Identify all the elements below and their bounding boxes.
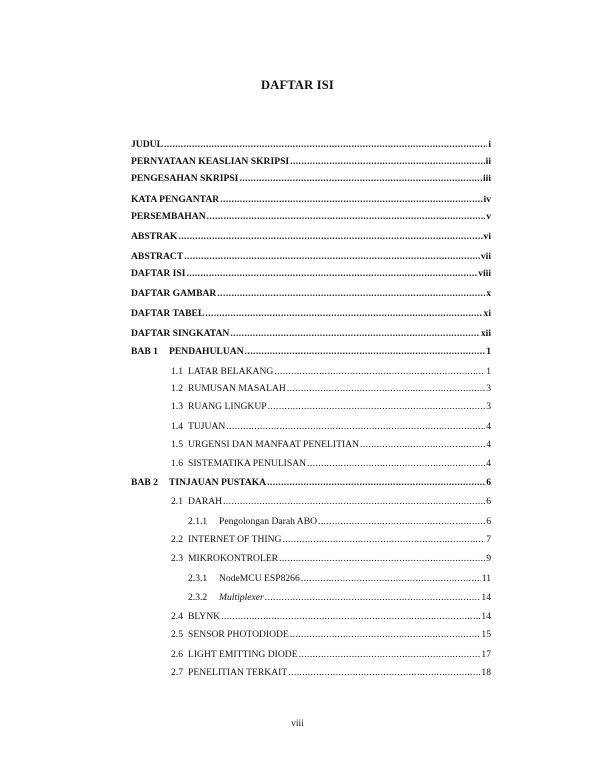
toc-chapter-entry (131, 346, 491, 358)
toc-entry-number: 2.5 (171, 629, 183, 640)
toc-entry (131, 139, 491, 151)
toc-entry (131, 288, 491, 300)
toc-entry (131, 308, 491, 320)
toc-entry-label: MIKROKONTROLER (188, 553, 279, 564)
toc-entry-page: x (486, 288, 491, 299)
toc-entry-label: TUJUAN (188, 421, 226, 432)
toc-entry-number: 2.4 (171, 611, 183, 622)
toc-entry-page: vi (483, 231, 491, 242)
toc-entry (131, 268, 491, 280)
toc-entry-label: RUMUSAN MASALAH (188, 383, 286, 394)
toc-entry-number: 1.2 (171, 383, 183, 394)
toc-entry (171, 534, 491, 546)
toc-entry (171, 366, 491, 378)
toc-entry-page: iv (483, 194, 491, 205)
toc-entry-number: 1.5 (171, 439, 183, 450)
toc-entry-label: LIGHT EMITTING DIODE (188, 649, 298, 660)
toc-entry-label: NodeMCU ESP8266 (219, 573, 300, 584)
toc-entry (171, 629, 491, 641)
page-number: viii (291, 718, 304, 729)
toc-entry-number: 1.4 (171, 421, 183, 432)
toc-entry-page: i (488, 139, 491, 150)
toc-entry-page: 17 (481, 649, 491, 660)
toc-entry-label: DAFTAR ISI (131, 268, 186, 279)
toc-entry-label: KATA PENGANTAR (131, 194, 220, 205)
toc-entry-page: 7 (486, 534, 491, 545)
toc-entry-page: 18 (481, 667, 491, 678)
toc-entry-page: ii (485, 156, 491, 167)
toc-entry-label: SENSOR PHOTODIODE (188, 629, 289, 640)
toc-entry-page: xii (480, 328, 491, 339)
toc-entry-number: 2.3.1 (188, 573, 208, 584)
toc-entry-label: DAFTAR SINGKATAN (131, 328, 230, 339)
toc-entry-label: BLYNK (188, 611, 221, 622)
toc-entry-label: PENGESAHAN SKRIPSI (131, 173, 239, 184)
toc-entry-label: ABSTRAK (131, 231, 178, 242)
toc-entry-label: PENDAHULUAN (169, 346, 244, 357)
toc-entry-label: LATAR BELAKANG (188, 366, 274, 377)
toc-entry-page: 15 (481, 629, 491, 640)
toc-entry-page: 11 (481, 573, 491, 584)
toc-entry-number: 2.1 (171, 496, 183, 507)
toc-entry-page: 9 (486, 553, 491, 564)
toc-entry (171, 496, 491, 508)
toc-entry (171, 401, 491, 413)
toc-subentry (188, 516, 491, 528)
toc-entry-number: 1.3 (171, 401, 183, 412)
toc-entry-label: SISTEMATIKA PENULISAN (188, 458, 307, 469)
toc-entry-label: PERSEMBAHAN (131, 211, 206, 222)
toc-entry (131, 194, 491, 206)
toc-entry-page: 6 (486, 496, 491, 507)
toc-entry (171, 649, 491, 661)
toc-entry-page: 4 (486, 421, 491, 432)
toc-entry-number: 1.6 (171, 458, 183, 469)
toc-entry-page: iii (483, 173, 491, 184)
toc-entry-label: Multiplexer (219, 592, 264, 603)
toc-entry-page: 4 (486, 439, 491, 450)
toc-entry-label: DAFTAR TABEL (131, 308, 205, 319)
toc-entry-number: 2.3 (171, 553, 183, 564)
toc-entry (171, 421, 491, 433)
toc-entry-number: 2.7 (171, 667, 183, 678)
toc-entry-page: 14 (481, 611, 491, 622)
toc-entry-label: PERNYATAAN KEASLIAN SKRIPSI (131, 156, 290, 167)
toc-subentry (188, 592, 491, 604)
toc-entry-number: BAB 2 (131, 477, 158, 488)
toc-entry-page: xi (483, 308, 491, 319)
toc-entry-label: JUDUL (131, 139, 163, 150)
toc-entry-page: v (486, 211, 491, 222)
toc-entry-number: 1.1 (171, 366, 183, 377)
toc-entry (131, 211, 491, 223)
page-title: DAFTAR ISI (261, 78, 334, 92)
toc-entry-page: 14 (481, 592, 491, 603)
toc-entry-label: RUANG LINGKUP (188, 401, 267, 412)
toc-entry-label: DAFTAR GAMBAR (131, 288, 217, 299)
toc-entry-page: 3 (486, 383, 491, 394)
toc-entry-page: vii (480, 251, 491, 262)
toc-entry (171, 611, 491, 623)
toc-entry-number: 2.6 (171, 649, 183, 660)
toc-entry-page: 3 (486, 401, 491, 412)
toc-entry (171, 383, 491, 395)
toc-entry-number: 2.1.1 (188, 516, 208, 527)
toc-entry-page: 1 (486, 346, 491, 357)
toc-entry-label: PENELITIAN TERKAIT (188, 667, 288, 678)
toc-entry-label: DARAH (188, 496, 223, 507)
toc-entry (171, 667, 491, 679)
toc-entry (131, 231, 491, 243)
toc-subentry (188, 573, 491, 585)
toc-entry-label: Pengolongan Darah ABO (219, 516, 318, 527)
toc-entry-page: 6 (486, 516, 491, 527)
toc-entry-label: INTERNET OF THING (188, 534, 282, 545)
toc-entry-number: 2.2 (171, 534, 183, 545)
toc-entry (131, 173, 491, 185)
toc-entry-number: BAB 1 (131, 346, 158, 357)
toc-entry-number: 2.3.2 (188, 592, 208, 603)
toc-entry-page: 1 (486, 366, 491, 377)
toc-entry (131, 156, 491, 168)
toc-chapter-entry (131, 477, 491, 489)
toc-entry-page: 4 (486, 458, 491, 469)
toc-entry (171, 553, 491, 565)
toc-entry (131, 251, 491, 263)
toc-entry (171, 458, 491, 470)
toc-entry-page: viii (478, 268, 491, 279)
toc-entry-label: ABSTRACT (131, 251, 184, 262)
toc-entry-label: TINJAUAN PUSTAKA (169, 477, 267, 488)
toc-entry-page: 6 (486, 477, 491, 488)
toc-entry (131, 328, 491, 340)
toc-entry-label: URGENSI DAN MANFAAT PENELITIAN (188, 439, 359, 450)
toc-entry (171, 439, 491, 451)
